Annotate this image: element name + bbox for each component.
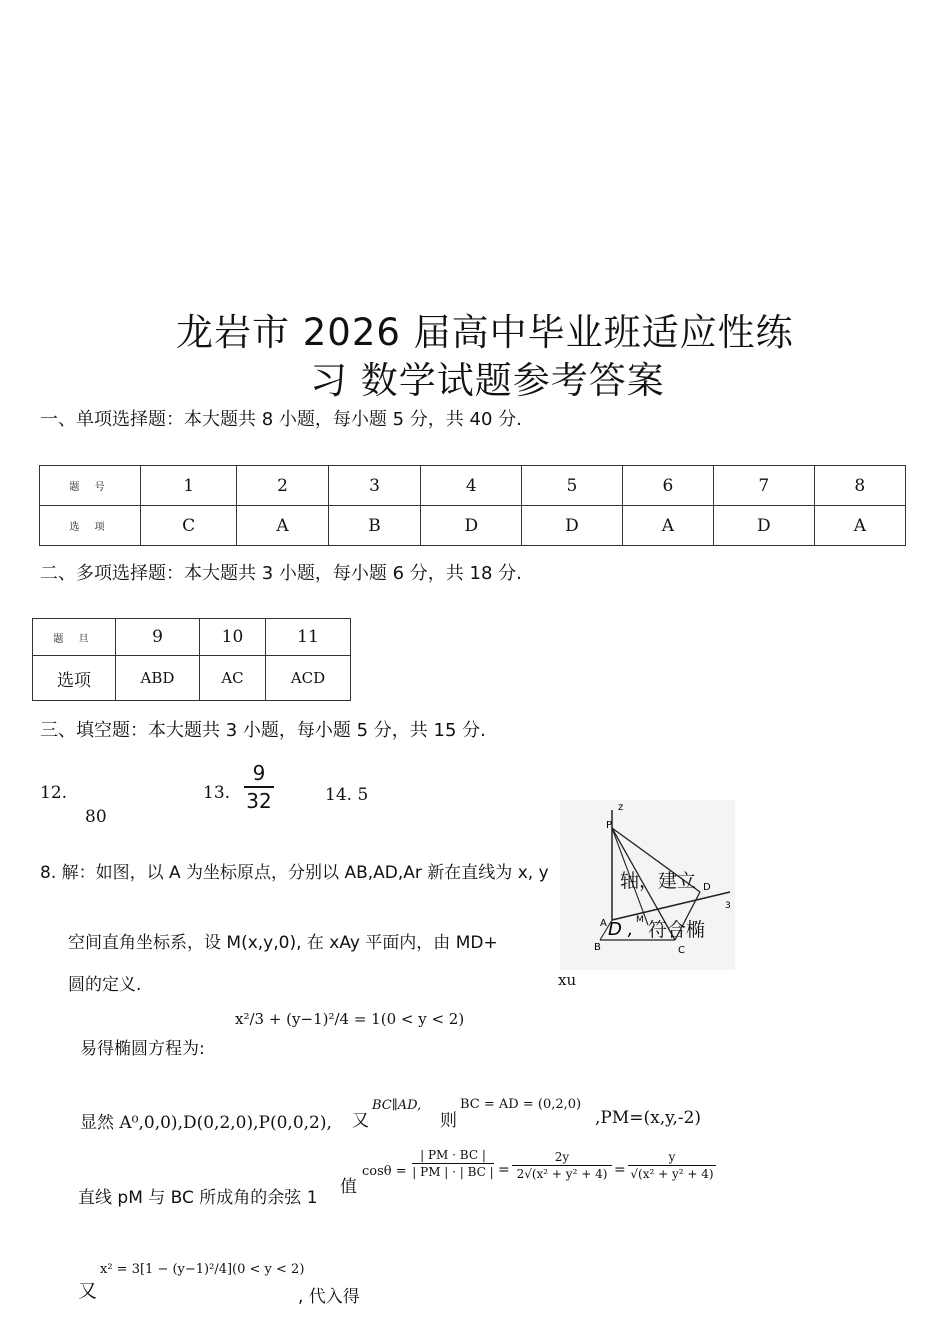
table-cell: 8: [814, 466, 905, 506]
q12-label: 12.: [40, 783, 68, 803]
table-cell: D: [714, 506, 815, 546]
figure-label: P: [606, 820, 613, 831]
solution-line3: 圆的定义.: [68, 975, 142, 995]
q12-answer: 80: [85, 807, 107, 827]
figure-label: z: [618, 802, 624, 813]
table-cell: 10: [200, 619, 266, 656]
table-cell: 4: [421, 466, 522, 506]
table-row-label: 选 项: [40, 506, 141, 546]
figure-label: B: [594, 942, 601, 953]
table-cell: 11: [266, 619, 351, 656]
cosine-fraction-2: [512, 1150, 612, 1181]
page-title-line2: 习 数学试题参考答案: [310, 359, 665, 402]
fraction-bar: [412, 1163, 494, 1164]
x-squared-substitution: x² = 3[1 − (y−1)²/4](0 < y < 2): [100, 1262, 305, 1277]
table-row-label: 题 号: [40, 466, 141, 506]
vector-bc: BC = AD = (0,2,0): [460, 1097, 582, 1112]
fraction-denominator: 32: [246, 789, 272, 813]
section2-heading: 二、多项选择题：本大题共 3 小题，每小题 6 分，共 18 分.: [40, 563, 522, 584]
table-cell: ABD: [116, 656, 200, 701]
table-cell: 3: [328, 466, 421, 506]
single-choice-answer-table: [39, 465, 906, 546]
q13-fraction: [244, 761, 274, 813]
figure-label: 3: [725, 901, 731, 911]
table-cell: ACD: [266, 656, 351, 701]
fraction-numerator: 9: [252, 761, 266, 785]
solution-line7-tail: , 代入得: [298, 1287, 360, 1307]
table-cell: A: [814, 506, 905, 546]
table-cell: D: [522, 506, 623, 546]
solution-line5: 显然 A⁰,0,0),D(0,2,0),P(0,0,2),: [80, 1113, 332, 1133]
solution-line2-tail: 符合椭: [648, 919, 706, 941]
solution-xu: xu: [558, 971, 577, 989]
table-cell: A: [622, 506, 713, 546]
q13-label: 13.: [203, 783, 231, 803]
solution-line7-you: 又: [78, 1280, 98, 1302]
figure-overlay-text: D ,: [608, 919, 634, 940]
cosine-lhs: cosθ =: [362, 1164, 407, 1179]
cosine-fraction-1: [412, 1148, 494, 1179]
ellipse-equation: x²/3 + (y−1)²/4 = 1(0 < y < 2): [235, 1010, 465, 1028]
table-row-label: 选项: [33, 656, 116, 701]
table-cell: 6: [622, 466, 713, 506]
solution-line1-tail: 轴，建立: [620, 870, 697, 892]
multi-choice-answer-table: [32, 618, 351, 701]
table-cell: 9: [116, 619, 200, 656]
cosine-fraction-3: [628, 1150, 716, 1181]
cosine-label-value: 值: [340, 1177, 357, 1197]
section1-heading: 一、单项选择题：本大题共 8 小题，每小题 5 分，共 40 分.: [40, 409, 522, 430]
fraction-denominator: | PM | · | BC |: [412, 1165, 494, 1179]
cosine-label: 直线 pM 与 BC 所成角的余弦 1: [78, 1188, 318, 1208]
equals-sign: =: [498, 1162, 510, 1178]
section3-heading: 三、填空题：本大题共 3 小题，每小题 5 分，共 15 分.: [40, 720, 486, 741]
equals-sign: =: [614, 1162, 626, 1178]
vector-pm: ,PM=(x,y,-2): [595, 1108, 702, 1128]
parallel-relation: BC∥AD,: [372, 1098, 422, 1113]
table-cell: C: [141, 506, 237, 546]
figure-label: M: [636, 915, 644, 925]
figure-label: A: [600, 918, 607, 929]
page-title-line1: 龙岩市 2026 届高中毕业班适应性练: [176, 311, 794, 354]
table-cell: A: [237, 506, 328, 546]
table-cell: AC: [200, 656, 266, 701]
fraction-bar: [628, 1165, 716, 1166]
ellipse-equation-label: 易得椭圆方程为:: [80, 1039, 205, 1059]
fraction-numerator: 2y: [554, 1150, 570, 1164]
table-cell: 7: [714, 466, 815, 506]
solution-line5-you: 又: [352, 1111, 369, 1131]
fraction-bar: [512, 1165, 612, 1166]
q14-answer: 14. 5: [325, 785, 369, 805]
fraction-bar: [244, 786, 274, 788]
figure-label: D: [703, 882, 711, 893]
table-cell: 1: [141, 466, 237, 506]
solution-line2: 空间直角坐标系，设 M(x,y,0), 在 xAy 平面内，由 MD+: [68, 933, 498, 953]
table-row-label: 题 旦: [33, 619, 116, 656]
fraction-denominator: 2√(x² + y² + 4): [516, 1167, 608, 1181]
solution-line5-ze: 则: [440, 1111, 457, 1131]
table-cell: D: [421, 506, 522, 546]
figure-label: C: [678, 945, 685, 956]
table-cell: 5: [522, 466, 623, 506]
table-cell: 2: [237, 466, 328, 506]
fraction-numerator: y: [668, 1150, 676, 1164]
fraction-numerator: | PM · BC |: [420, 1148, 486, 1162]
solution-line1: 8. 解：如图，以 A 为坐标原点，分别以 AB,AD,Ar 新在直线为 x, y: [40, 863, 549, 883]
table-cell: B: [328, 506, 421, 546]
fraction-denominator: √(x² + y² + 4): [630, 1167, 714, 1181]
